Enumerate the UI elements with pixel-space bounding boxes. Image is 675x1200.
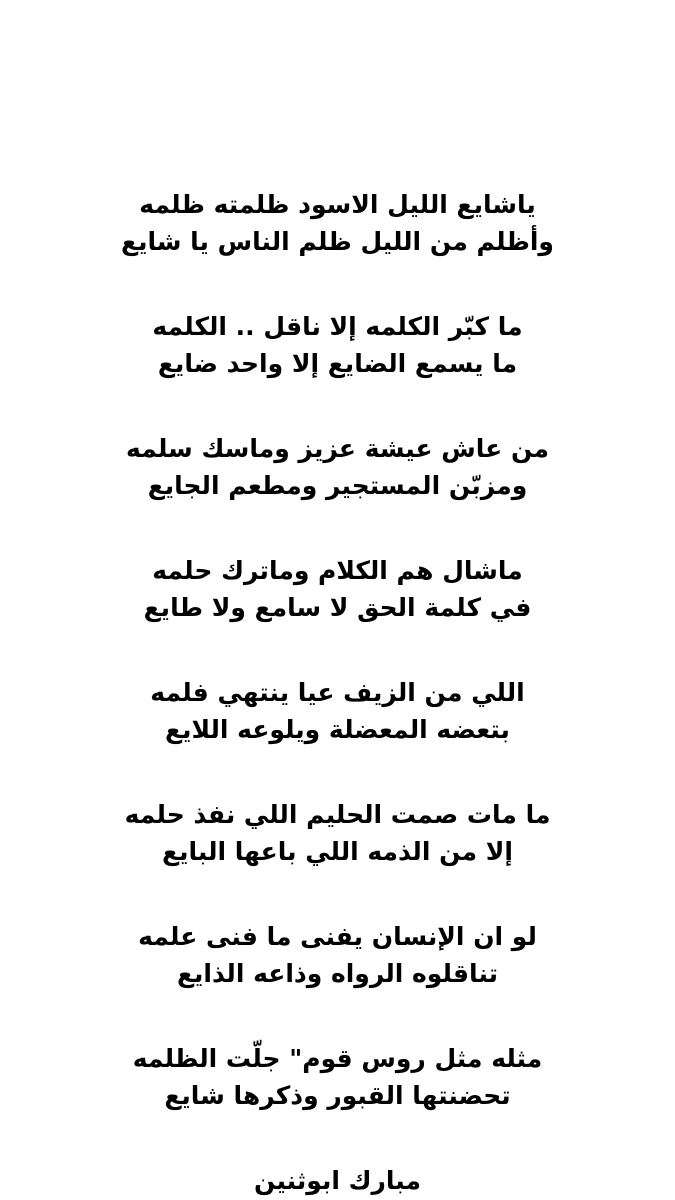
- stanza-4: [60, 552, 615, 626]
- stanza-8: [60, 1040, 615, 1114]
- stanza-2: [60, 308, 615, 382]
- poem: [60, 186, 615, 1199]
- poem-line: ومزبّن المستجير ومطعم الجايع: [147, 471, 528, 500]
- poem-line: تحضنتها القبور وذكرها شايع: [164, 1081, 511, 1110]
- poem-line: اللي من الزيف عيا ينتهي فلمه: [150, 678, 525, 707]
- poem-line: ما كبّر الكلمه إلا ناقل .. الكلمه: [152, 312, 523, 341]
- poem-line: لو ان الإنسان يفنى ما فنى علمه: [138, 922, 537, 951]
- poet-name: مبارك ابوثنين: [253, 1166, 421, 1195]
- poem-line: وأظلم من الليل ظلم الناس يا شايع: [121, 227, 554, 256]
- poem-line: تناقلوه الرواه وذاعه الذايع: [176, 959, 499, 988]
- poem-line: ماشال هم الكلام وماترك حلمه: [152, 556, 523, 585]
- poem-line: ياشايع الليل الاسود ظلمته ظلمه: [139, 190, 536, 219]
- stanza-3: [60, 430, 615, 504]
- stanza-7: [60, 918, 615, 992]
- poem-line: في كلمة الحق لا سامع ولا طايع: [143, 593, 532, 622]
- stanza-5: [60, 674, 615, 748]
- stanza-1: [60, 186, 615, 260]
- poem-line: من عاش عيشة عزيز وماسك سلمه: [126, 434, 549, 463]
- poem-line: مثله مثل روس قوم" جلّت الظلمه: [132, 1044, 543, 1073]
- poem-line: بتعضه المعضلة ويلوعه اللايع: [165, 715, 510, 744]
- poem-line: ما مات صمت الحليم اللي نفذ حلمه: [124, 800, 551, 829]
- poem-line: ما يسمع الضايع إلا واحد ضايع: [157, 349, 518, 378]
- poem-line: إلا من الذمه اللي باعها البايع: [162, 837, 513, 866]
- stanza-6: [60, 796, 615, 870]
